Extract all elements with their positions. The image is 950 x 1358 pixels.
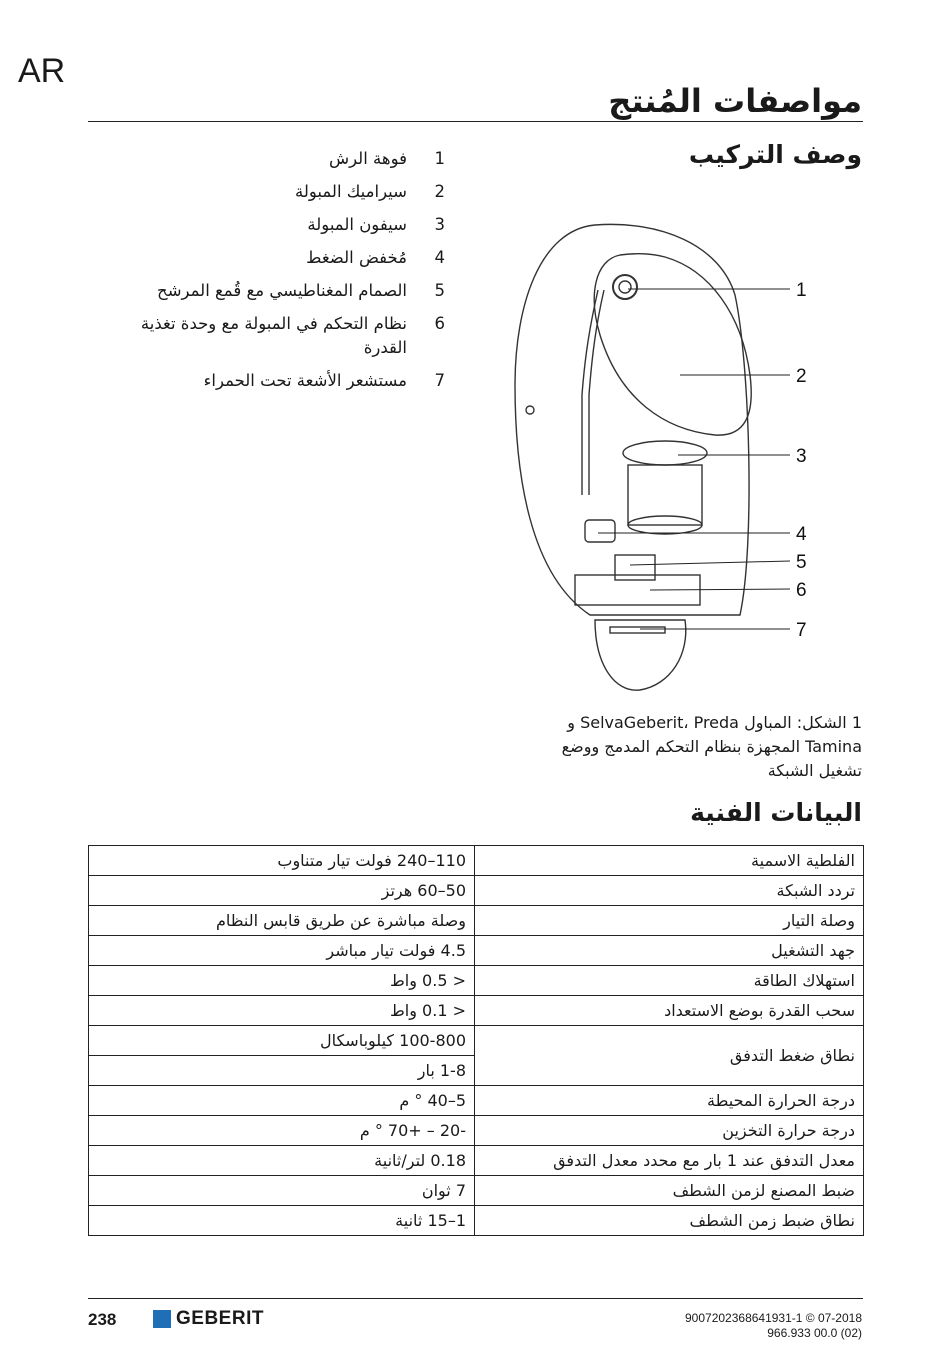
urinal-diagram xyxy=(500,215,830,705)
spec-value: -20 – +70 ° م xyxy=(89,1116,475,1146)
spray-nozzle xyxy=(613,275,637,299)
parts-list-item xyxy=(95,147,445,171)
parts-list-item xyxy=(95,180,445,204)
spec-value: 4.5 فولت تيار مباشر xyxy=(89,936,475,966)
table-row xyxy=(89,1206,864,1236)
part-number: 1 xyxy=(434,149,445,168)
parts-list xyxy=(95,147,445,402)
title-divider xyxy=(88,121,863,122)
callout-label: 7 xyxy=(796,620,807,641)
part-label: سيفون المبولة xyxy=(307,215,407,234)
spec-label: جهد التشغيل xyxy=(475,936,864,966)
technical-data-heading: البيانات الفنية xyxy=(690,798,862,827)
infrared-sensor xyxy=(610,627,665,633)
spec-value: 0.18 لتر/ثانية xyxy=(89,1146,475,1176)
solenoid-valve xyxy=(615,555,655,580)
brand-logo xyxy=(153,1308,264,1330)
spec-value: وصلة مباشرة عن طريق قابس النظام xyxy=(89,906,475,936)
page-number: 238 xyxy=(88,1310,117,1329)
part-number: 6 xyxy=(434,314,445,333)
spec-label: وصلة التيار xyxy=(475,906,864,936)
callout-label: 1 xyxy=(796,280,807,301)
spec-label: درجة الحرارة المحيطة xyxy=(475,1086,864,1116)
table-row xyxy=(89,1026,864,1056)
spec-label: سحب القدرة بوضع الاستعداد xyxy=(475,996,864,1026)
figure-caption: 1 الشكل: المباول SelvaGeberit، Preda و Tamina المجهزة بنظام التحكم المدمج ووضع تشغيل الشبكة xyxy=(561,713,862,780)
table-row xyxy=(89,1146,864,1176)
spec-value: < 0.5 واط xyxy=(89,966,475,996)
brand-name: GEBERIT xyxy=(176,1308,264,1329)
part-label: نظام التحكم في المبولة مع وحدة تغذية القدرة xyxy=(140,314,407,357)
language-code: AR xyxy=(18,52,66,90)
spec-value: 5–40 ° م xyxy=(89,1086,475,1116)
sensor-housing xyxy=(595,620,686,690)
spec-value: 7 ثوان xyxy=(89,1176,475,1206)
callout-label: 4 xyxy=(796,524,807,545)
spec-label: الفلطية الاسمية xyxy=(475,846,864,876)
table-row xyxy=(89,1176,864,1206)
spec-label: معدل التدفق عند 1 بار مع محدد معدل التدفق xyxy=(475,1146,864,1176)
spec-value: 50–60 هرتز xyxy=(89,876,475,906)
brand-square-icon xyxy=(153,1310,171,1328)
parts-list-item xyxy=(95,312,445,360)
part-label: مُخفض الضغط xyxy=(306,248,407,267)
part-number-code: 966.933 00.0 (02) xyxy=(767,1326,862,1340)
pressure-reducer xyxy=(585,520,615,542)
parts-list-item xyxy=(95,213,445,237)
table-row xyxy=(89,846,864,876)
spec-value: < 0.1 واط xyxy=(89,996,475,1026)
part-number: 2 xyxy=(434,182,445,201)
spec-label: نطاق ضبط زمن الشطف xyxy=(475,1206,864,1236)
spec-label: تردد الشبكة xyxy=(475,876,864,906)
spec-label: ضبط المصنع لزمن الشطف xyxy=(475,1176,864,1206)
technical-data-table xyxy=(88,845,864,1236)
urinal-shell xyxy=(515,224,749,615)
part-label: الصمام المغناطيسي مع قُمع المرشح xyxy=(157,281,407,300)
part-number: 5 xyxy=(434,281,445,300)
callout-label: 2 xyxy=(796,366,807,387)
footer-divider xyxy=(88,1298,863,1299)
installation-heading: وصف التركيب xyxy=(688,140,862,169)
part-number: 3 xyxy=(434,215,445,234)
parts-list-item xyxy=(95,369,445,393)
callout-label: 5 xyxy=(796,552,807,573)
spec-label: درجة حرارة التخزين xyxy=(475,1116,864,1146)
table-row xyxy=(89,876,864,906)
table-row xyxy=(89,1086,864,1116)
part-label: سيراميك المبولة xyxy=(295,182,407,201)
spec-value: 100-800 كيلوباسكال xyxy=(89,1026,475,1056)
spec-label: استهلاك الطاقة xyxy=(475,966,864,996)
part-label: مستشعر الأشعة تحت الحمراء xyxy=(203,371,407,390)
table-row xyxy=(89,906,864,936)
urinal-bowl xyxy=(594,254,751,435)
spec-value: 110–240 فولت تيار متناوب xyxy=(89,846,475,876)
table-row xyxy=(89,966,864,996)
table-row xyxy=(89,936,864,966)
urinal-siphon xyxy=(623,441,707,465)
parts-list-item xyxy=(95,246,445,270)
page-title: مواصفات المُنتج xyxy=(608,82,862,120)
part-label: فوهة الرش xyxy=(328,149,407,168)
spec-value: 1–15 ثانية xyxy=(89,1206,475,1236)
callout-label: 6 xyxy=(796,580,807,601)
part-number: 7 xyxy=(434,371,445,390)
document-code: 9007202368641931-1 © 07-2018 xyxy=(685,1311,862,1325)
part-number: 4 xyxy=(434,248,445,267)
spec-label: نطاق ضغط التدفق xyxy=(475,1026,864,1086)
table-row xyxy=(89,1116,864,1146)
parts-list-item xyxy=(95,279,445,303)
callout-label: 3 xyxy=(796,446,807,467)
spec-value: 1-8 بار xyxy=(89,1056,475,1086)
table-row xyxy=(89,996,864,1026)
